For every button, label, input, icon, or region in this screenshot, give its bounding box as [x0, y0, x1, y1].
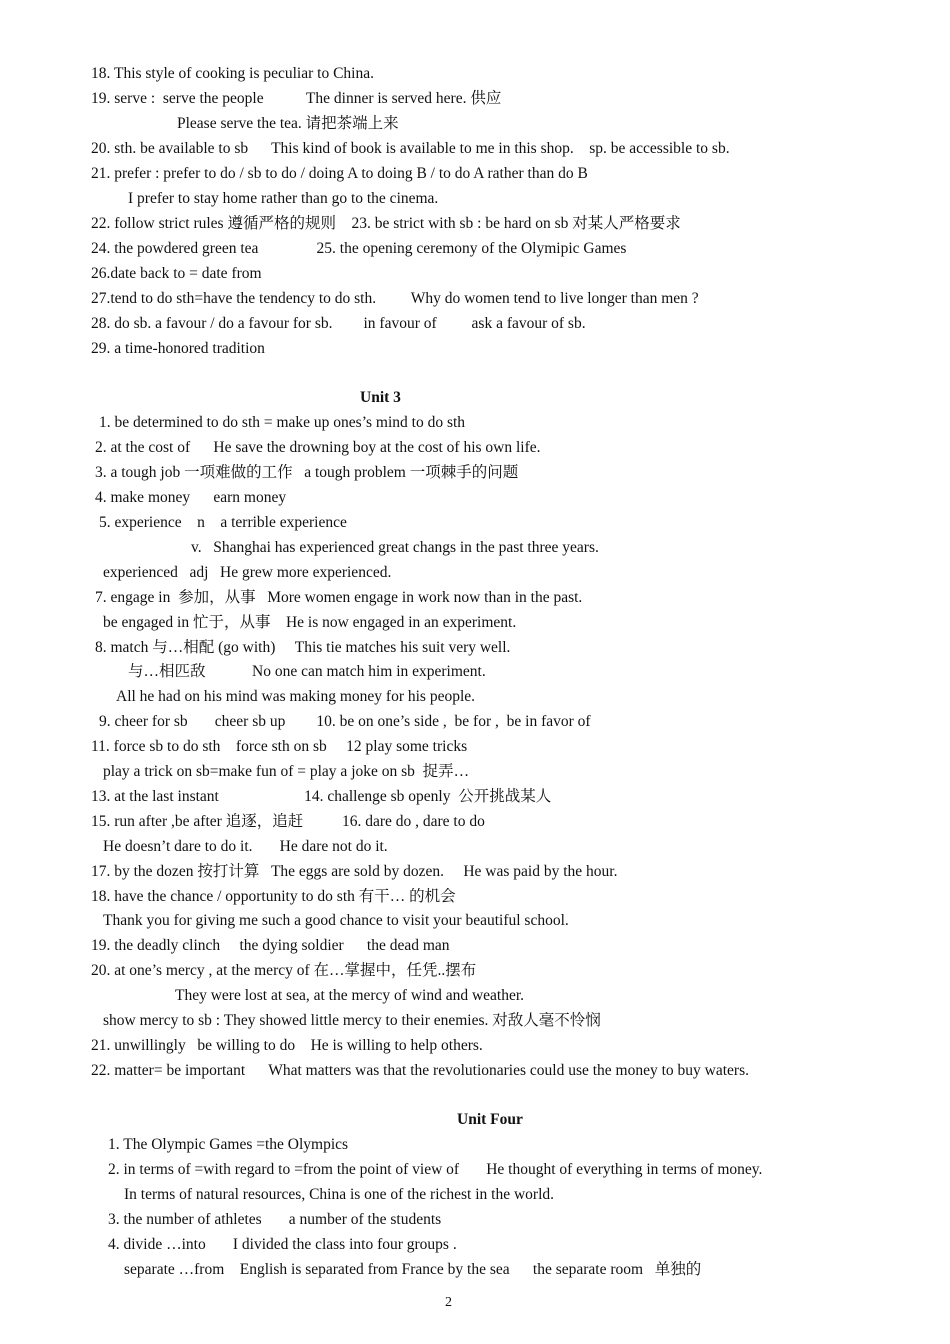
text-line: play a trick on sb=make fun of = play a joke on sb 捉弄… [103, 763, 470, 780]
text-line: 8. match 与…相配 (go with) This tie matches his suit very well. [95, 639, 511, 656]
text-line: 1. The Olympic Games =the Olympics [108, 1136, 349, 1153]
text-line: He doesn’t dare to do it. He dare not do it. [103, 838, 388, 855]
text-line: Please serve the tea. 请把茶端上来 [177, 115, 399, 132]
text-line: 20. at one’s mercy , at the mercy of 在…掌握中，任凭..摆布 [91, 962, 477, 979]
text-line: 21. prefer : prefer to do / sb to do / doing A to doing B / to do A rather than do B [91, 165, 588, 182]
text-line: 24. the powdered green tea 25. the opening ceremony of the Olymipic Games [91, 240, 627, 257]
page-number: 2 [445, 1295, 452, 1310]
text-line: 与…相匹敌 No one can match him in experiment. [128, 663, 486, 680]
text-line: 18. have the chance / opportunity to do sth 有干… 的机会 [91, 888, 456, 905]
text-line: 18. This style of cooking is peculiar to China. [91, 65, 374, 82]
text-line: I prefer to stay home rather than go to the cinema. [128, 190, 439, 207]
text-line: 5. experience n a terrible experience [99, 514, 347, 531]
unit-4-heading: Unit Four [457, 1111, 523, 1128]
text-line: 2. at the cost of He save the drowning boy at the cost of his own life. [95, 439, 541, 456]
text-line: 28. do sb. a favour / do a favour for sb. in favour of ask a favour of sb. [91, 315, 586, 332]
text-line: 3. the number of athletes a number of the students [108, 1211, 442, 1228]
text-line: be engaged in 忙于，从事 He is now engaged in an experiment. [103, 614, 517, 631]
text-line: 11. force sb to do sth force sth on sb 12 play some tricks [91, 738, 468, 755]
text-line: 1. be determined to do sth = make up ones’s mind to do sth [99, 414, 466, 431]
text-line: 22. follow strict rules 遵循严格的规则 23. be strict with sb : be hard on sb 对某人严格要求 [91, 215, 681, 232]
unit-3-heading: Unit 3 [360, 389, 401, 406]
text-line: 15. run after ,be after 追逐，追赶 16. dare do , dare to do [91, 813, 485, 830]
text-line: 22. matter= be important What matters was that the revolutionaries could use the money to buy waters. [91, 1062, 749, 1079]
text-line: 19. the deadly clinch the dying soldier the dead man [91, 937, 450, 954]
text-line: experienced adj He grew more experienced. [103, 564, 392, 581]
text-line: All he had on his mind was making money for his people. [116, 688, 476, 705]
text-line: 7. engage in 参加，从事 More women engage in work now than in the past. [95, 589, 583, 606]
text-line: In terms of natural resources, China is one of the richest in the world. [124, 1186, 555, 1203]
text-line: separate …from English is separated from France by the sea the separate room 单独的 [124, 1261, 702, 1278]
text-line: 17. by the dozen 按打计算 The eggs are sold by dozen. He was paid by the hour. [91, 863, 618, 880]
text-line: 2. in terms of =with regard to =from the point of view of He thought of everything in terms of money. [108, 1161, 763, 1178]
text-line: show mercy to sb : They showed little mercy to their enemies. 对敌人毫不怜悯 [103, 1012, 601, 1029]
text-line: 27.tend to do sth=have the tendency to do sth. Why do women tend to live longer than men ? [91, 290, 699, 307]
text-line: They were lost at sea, at the mercy of wind and weather. [175, 987, 525, 1004]
text-line: v. Shanghai has experienced great changs in the past three years. [191, 539, 599, 556]
text-line: 26.date back to = date from [91, 265, 262, 282]
text-line: 9. cheer for sb cheer sb up 10. be on one’s side , be for , be in favor of [99, 713, 591, 730]
text-line: 13. at the last instant 14. challenge sb openly 公开挑战某人 [91, 788, 552, 805]
text-line: 4. make money earn money [95, 489, 287, 506]
text-line: 4. divide …into I divided the class into four groups . [108, 1236, 457, 1253]
text-line: 21. unwillingly be willing to do He is willing to help others. [91, 1037, 483, 1054]
text-line: 29. a time-honored tradition [91, 340, 265, 357]
text-line: 20. sth. be available to sb This kind of book is available to me in this shop. sp. be accessible to sb. [91, 140, 730, 157]
text-line: 3. a tough job 一项难做的工作 a tough problem 一项棘手的问题 [95, 464, 519, 481]
text-line: 19. serve : serve the people The dinner is served here. 供应 [91, 90, 502, 107]
text-line: Thank you for giving me such a good chance to visit your beautiful school. [103, 912, 569, 929]
